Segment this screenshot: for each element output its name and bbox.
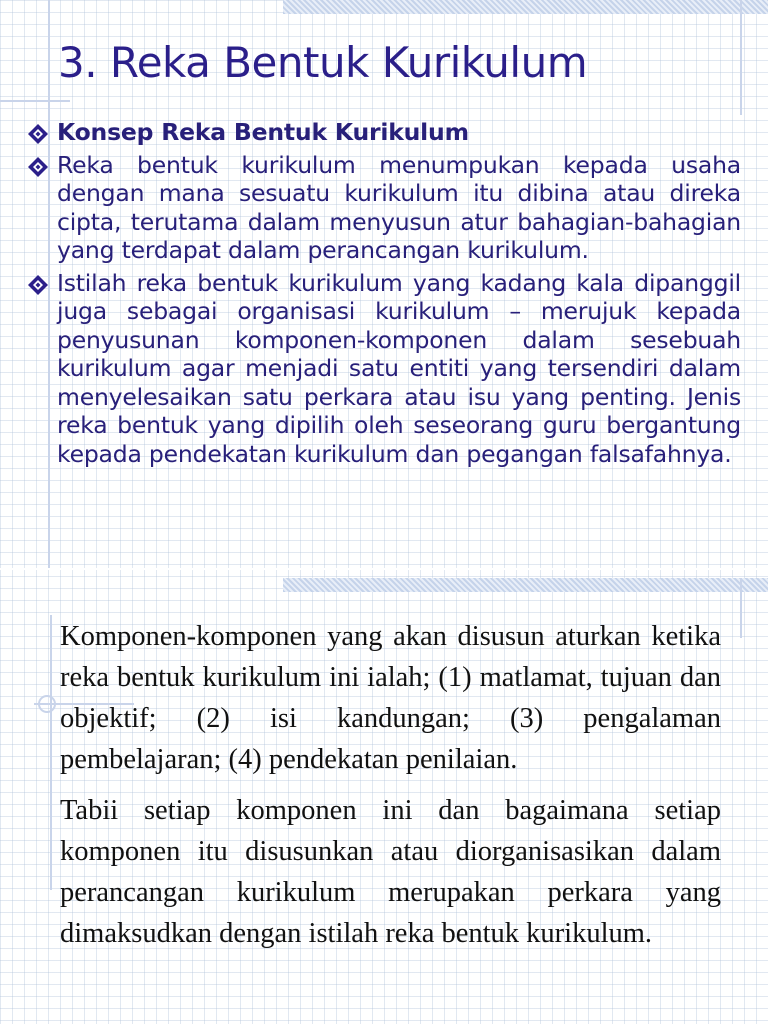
paragraph: Tabii setiap komponen ini dan bagaimana setiap komponen itu disusunkan atau diorganisasikan dalam perancangan kurikulum merupakan perkara yang dimaksudkan dengan istilah reka bentuk kurikulum. [60,795,721,949]
bullet-heading: Konsep Reka Bentuk Kurikulum [57,118,469,146]
decorative-vertical-line [740,578,742,638]
bullet-list [24,118,741,472]
decorative-vertical-line [50,615,52,890]
decorative-top-bar [283,578,768,592]
diamond-bullet-icon [28,124,48,144]
decorative-top-bar [283,0,768,14]
decorative-vertical-line [740,0,742,115]
decorative-circle [38,695,56,713]
diamond-bullet-icon [28,275,48,295]
slide-2 [0,570,768,1024]
paragraph: Komponen-komponen yang akan disusun aturkan ketika reka bentuk kurikulum ini ialah; (1) matlamat, tujuan dan objektif; (2) isi kandungan; (3) pengalaman pembelajaran; (4) pendekatan penilaian. [60,621,721,775]
slide-body [60,616,721,964]
bullet-item [24,118,741,147]
slide-title: 3. Reka Bentuk Kurikulum [58,38,588,87]
bullet-text: Istilah reka bentuk kurikulum yang kadang kala dipanggil juga sebagai organisasi kurikulum – merujuk kepada penyusunan komponen-komponen dalam sesebuah kurikulum agar menjadi satu entiti yang tersendiri dalam menyelesaikan satu perkara atau isu yang penting. Jenis reka bentuk yang dipilih oleh seseorang guru bergantung kepada pendekatan kurikulum dan pegangan falsafahnya. [57,268,741,468]
diamond-bullet-icon [28,157,48,177]
bullet-item [24,151,741,265]
decorative-horizontal-line [0,100,70,102]
bullet-item [24,269,741,469]
bullet-text: Reka bentuk kurikulum menumpukan kepada usaha dengan mana sesuatu kurikulum itu dibina atau direka cipta, terutama dalam menyusun atur bahagian-bahagian yang terdapat dalam perancangan kurikulum. [57,150,741,264]
